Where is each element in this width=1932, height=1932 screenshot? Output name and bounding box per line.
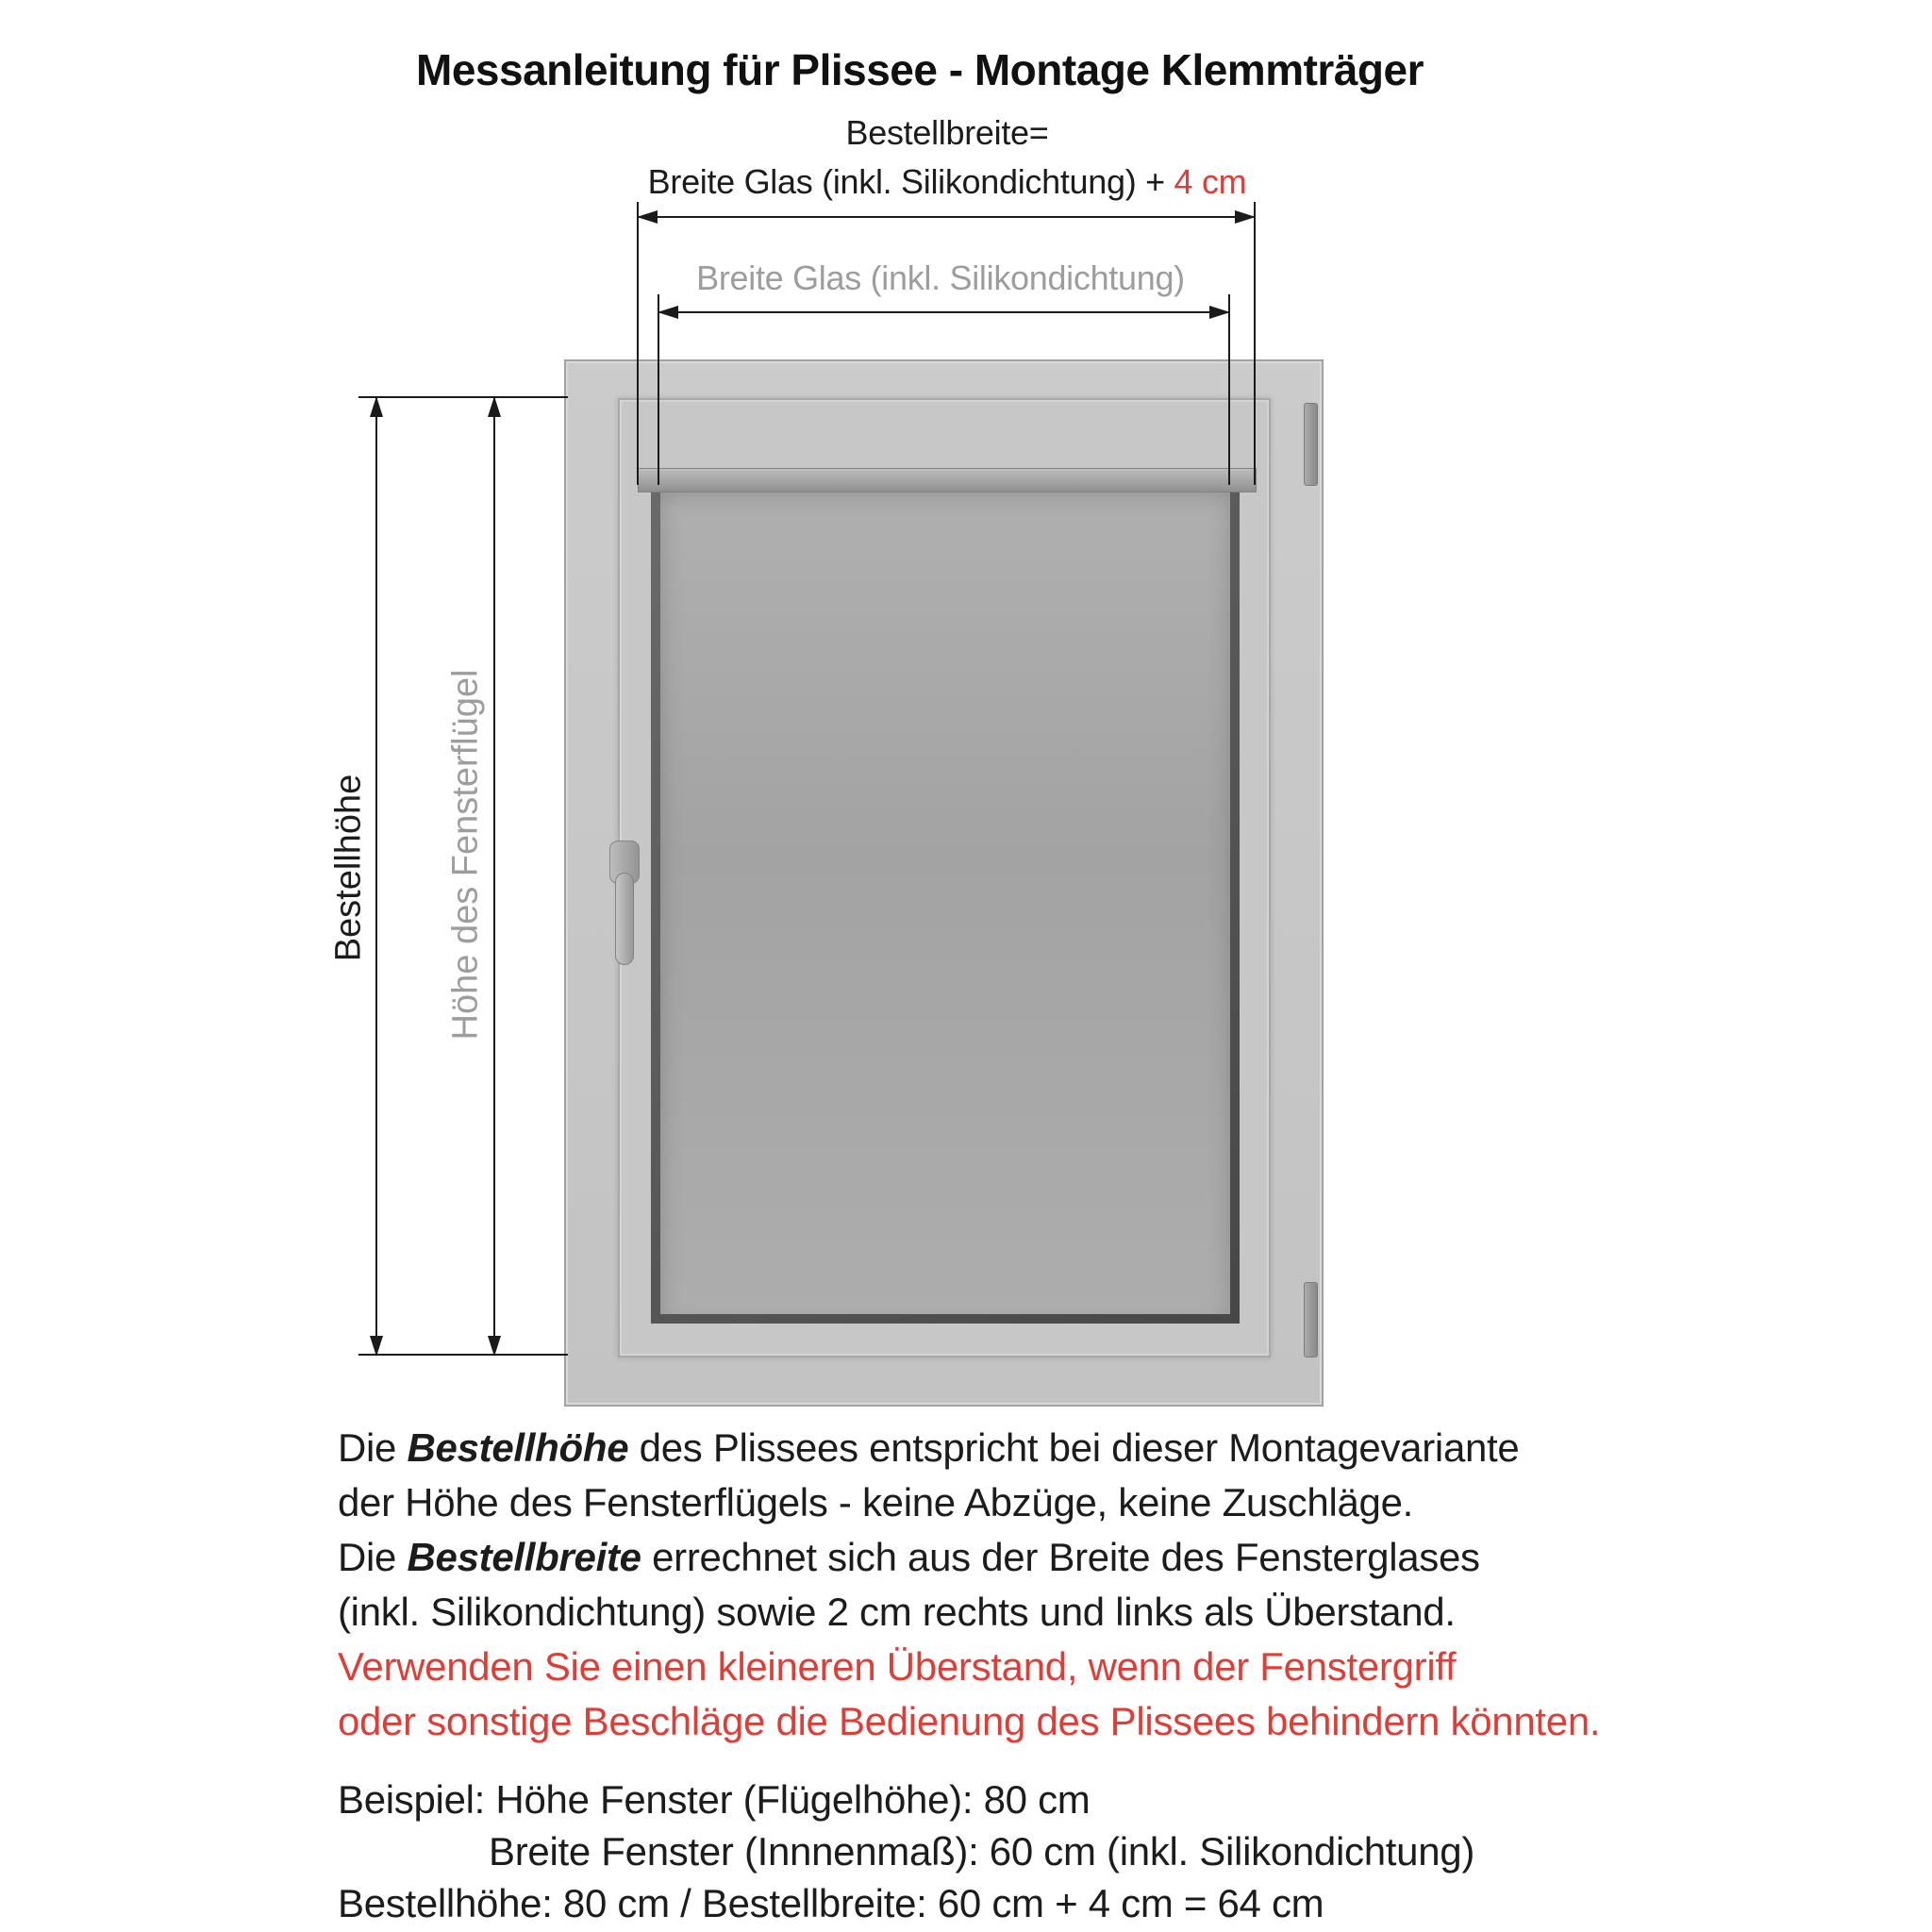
sash-height-dimension-arrow xyxy=(493,397,495,1356)
guide-line-order-width-right xyxy=(1254,202,1256,485)
description-line-3 xyxy=(338,1530,1600,1585)
order-width-formula-label xyxy=(648,162,1247,202)
guide-line-sash-top xyxy=(358,396,568,398)
order-width-term: Bestellbreite xyxy=(407,1535,641,1579)
guide-line-glass-width-left xyxy=(658,294,659,485)
description-line-1 xyxy=(338,1421,1600,1475)
window-glass-frame xyxy=(651,472,1240,1324)
window-glass xyxy=(660,481,1230,1314)
plissee-top-rail xyxy=(638,468,1257,492)
overhang-value: 4 cm xyxy=(1174,162,1247,201)
description-line-3-c: errechnet sich aus der Breite des Fensterglases xyxy=(641,1535,1480,1579)
guide-line-sash-bottom xyxy=(358,1354,568,1356)
example-line-2: Breite Fenster (Innnenmaß): 60 cm (inkl. Silikondichtung) xyxy=(489,1829,1475,1874)
description-text xyxy=(338,1421,1600,1749)
glass-width-dimension-arrow xyxy=(658,311,1229,313)
description-line-1-a: Die xyxy=(338,1425,408,1470)
order-width-formula-text: Breite Glas (inkl. Silikondichtung) + xyxy=(647,162,1174,201)
glass-width-label: Breite Glas (inkl. Silikondichtung) xyxy=(696,258,1185,297)
window-hinge-top-icon xyxy=(1304,403,1318,486)
order-height-term: Bestellhöhe xyxy=(407,1425,629,1470)
page-title: Messanleitung für Plissee - Montage Klemmträger xyxy=(416,44,1424,94)
example-line-3: Bestellhöhe: 80 cm / Bestellbreite: 60 cm + 4 cm = 64 cm xyxy=(338,1881,1324,1925)
warning-line-2: oder sonstige Beschläge die Bedienung des Plissees behindern könnten. xyxy=(338,1699,1601,1743)
description-line-4: (inkl. Silikondichtung) sowie 2 cm rechts und links als Überstand. xyxy=(338,1590,1456,1634)
order-height-label: Bestellhöhe xyxy=(328,774,369,962)
window-hinge-bottom-icon xyxy=(1304,1282,1318,1357)
example-line-1: Beispiel: Höhe Fenster (Flügelhöhe): 80 cm xyxy=(338,1777,1091,1822)
description-line-3-a: Die xyxy=(338,1535,408,1579)
warning-line-1: Verwenden Sie einen kleineren Überstand, wenn der Fenstergriff xyxy=(338,1644,1457,1689)
order-width-dimension-arrow xyxy=(638,216,1255,218)
order-height-dimension-arrow xyxy=(375,397,377,1356)
description-line-2: der Höhe des Fensterflügels - keine Abzüge, keine Zuschläge. xyxy=(338,1480,1414,1524)
sash-height-label: Höhe des Fensterflügel xyxy=(445,669,486,1041)
description-line-1-c: des Plissees entspricht bei dieser Montagevariante xyxy=(628,1425,1520,1470)
example-text xyxy=(338,1774,1474,1929)
window-handle xyxy=(615,873,634,965)
window-illustration xyxy=(564,359,1324,1407)
guide-line-order-width-left xyxy=(637,202,639,485)
guide-line-glass-width-right xyxy=(1228,294,1230,485)
order-width-label: Bestellbreite= xyxy=(845,113,1049,152)
